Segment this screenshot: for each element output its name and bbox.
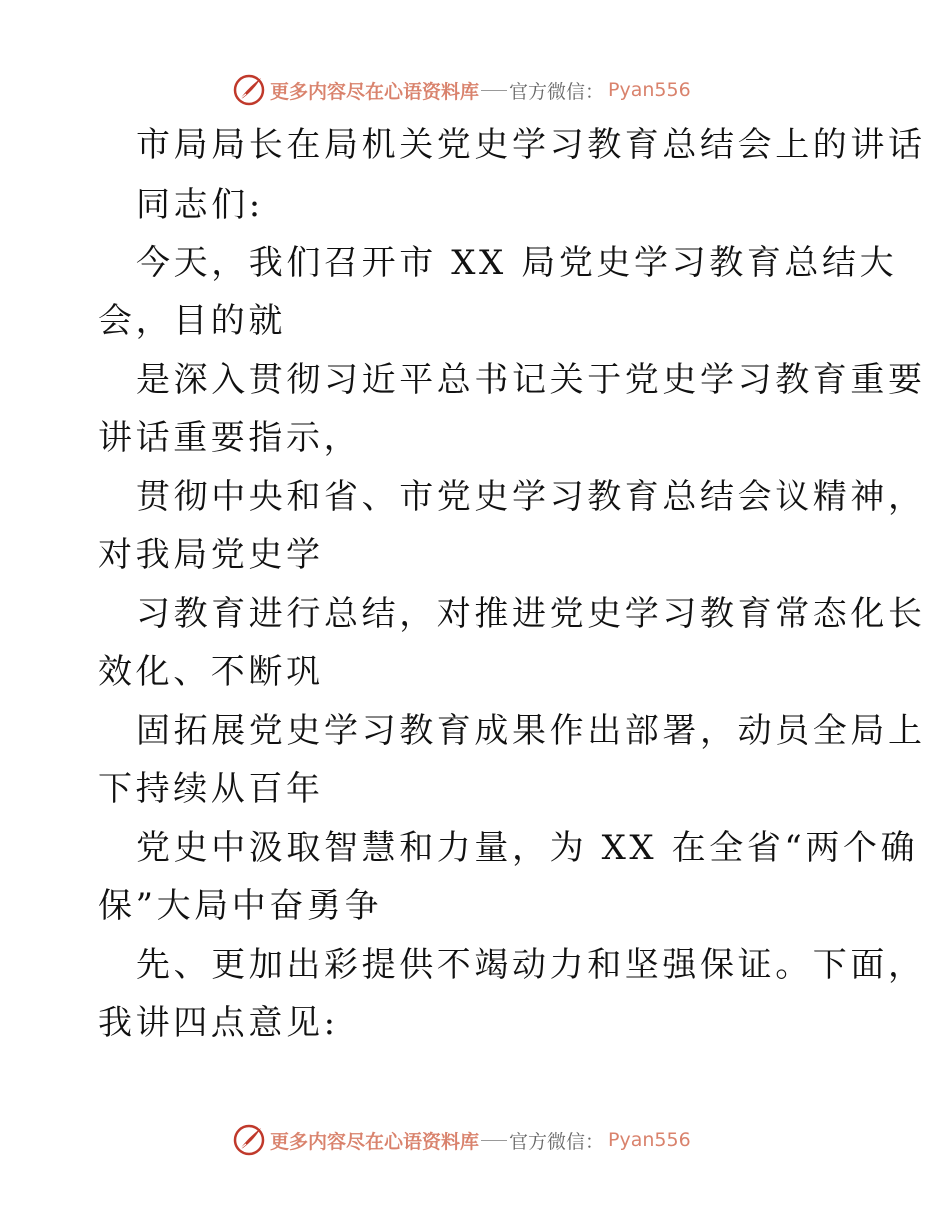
paragraph-line: 先、更加出彩提供不竭动力和坚强保证。下面， — [136, 945, 926, 985]
footer-watermark-banner — [232, 1120, 691, 1160]
document-title: 市局局长在局机关党史学习教育总结会上的讲话 — [136, 125, 926, 165]
paragraph-line: 党史中汲取智慧和力量，为 XX 在全省“两个确 — [136, 828, 919, 868]
paragraph-line: 保”大局中奋勇争 — [98, 886, 383, 926]
paragraph-line: 习教育进行总结，对推进党史学习教育常态化长 — [136, 594, 926, 634]
watermark-dash — [481, 1140, 507, 1141]
watermark-dash — [481, 90, 507, 91]
watermark-wechat-label: 官方微信： — [509, 80, 605, 103]
watermark-text: 更多内容尽在心语资料库 — [270, 1130, 480, 1153]
paragraph-line: 下持续从百年 — [98, 769, 324, 809]
watermark-text: 更多内容尽在心语资料库 — [270, 80, 480, 103]
paragraph-line: 固拓展党史学习教育成果作出部署，动员全局上 — [136, 711, 926, 751]
paragraph-line: 我讲四点意见: — [98, 1003, 339, 1043]
salutation: 同志们: — [136, 185, 264, 225]
paragraph-line: 今天，我们召开市 XX 局党史学习教育总结大 — [136, 243, 898, 283]
quill-logo-icon — [232, 73, 266, 107]
header-watermark-banner — [232, 70, 691, 110]
paragraph-line: 对我局党史学 — [98, 535, 324, 575]
quill-logo-icon — [232, 1123, 266, 1157]
watermark-wechat-handle: Pyan556 — [608, 1129, 691, 1151]
paragraph-line: 效化、不断巩 — [98, 652, 324, 692]
paragraph-line: 会，目的就 — [98, 301, 286, 341]
watermark-wechat-label: 官方微信： — [509, 1130, 605, 1153]
paragraph-line: 是深入贯彻习近平总书记关于党史学习教育重要 — [136, 360, 926, 400]
watermark-wechat-handle: Pyan556 — [608, 79, 691, 101]
paragraph-line: 讲话重要指示， — [98, 418, 362, 458]
paragraph-line: 贯彻中央和省、市党史学习教育总结会议精神， — [136, 477, 926, 517]
